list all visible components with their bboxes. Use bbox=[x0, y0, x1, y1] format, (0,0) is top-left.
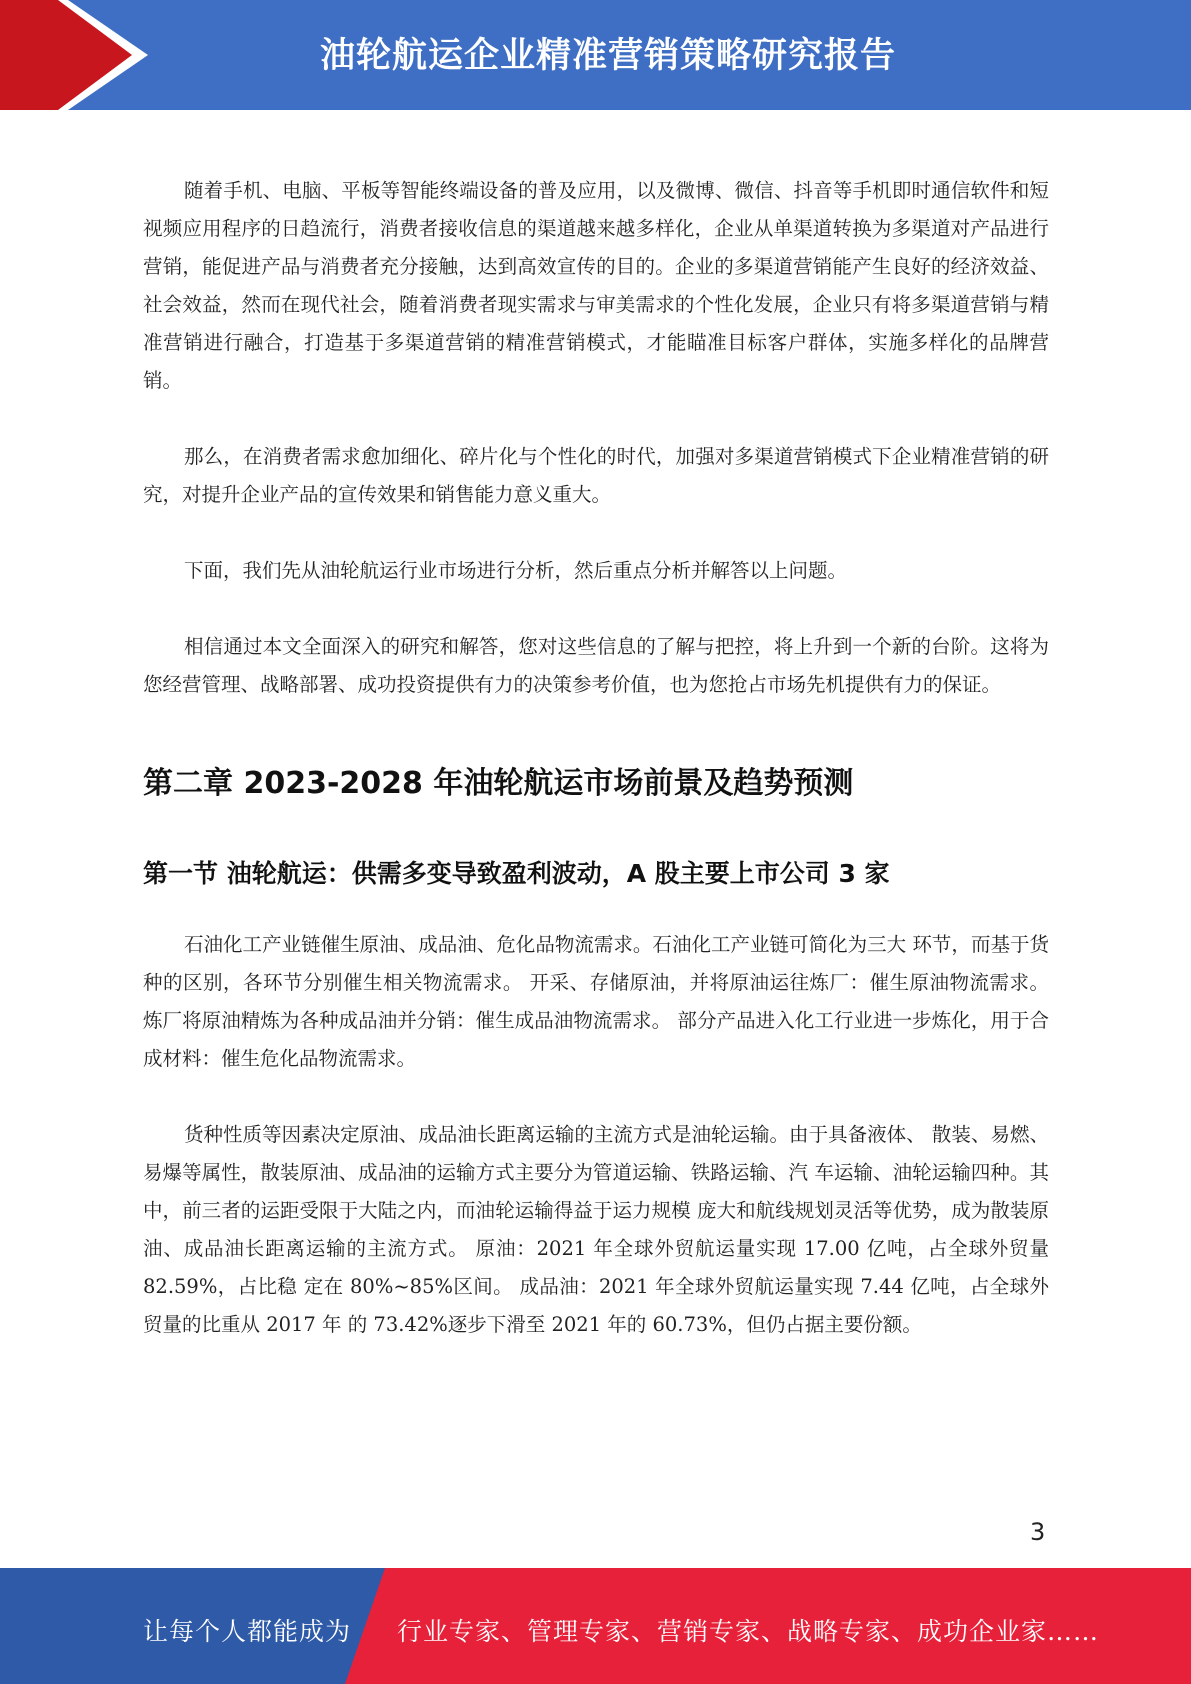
intro-paragraph-4: 相信通过本文全面深入的研究和解答，您对这些信息的了解与把控，将上升到一个新的台阶。这将为您经营管理、战略部署、成功投资提供有力的决策参考价值，也为您抢占市场先机提供有力的保证。 bbox=[143, 635, 1049, 696]
page-number: 3 bbox=[1030, 1518, 1046, 1546]
main-content bbox=[143, 172, 1049, 1382]
intro-paragraph-1: 随着手机、电脑、平板等智能终端设备的普及应用，以及微博、微信、抖音等手机即时通信软件和短视频应用程序的日趋流行，消费者接收信息的渠道越来越多样化，企业从单渠道转换为多渠道对产品进行营销，能促进产品与消费者充分接触，达到高效宣传的目的。企业的多渠道营销能产生良好的经济效益、社会效益，然而在现代社会，随着消费者现实需求与审美需求的个性化发展，企业只有将多渠道营销与精准营销进行融合，打造基于多渠道营销的精准营销模式，才能瞄准目标客户群体，实施多样化的品牌营销。 bbox=[143, 179, 1049, 392]
section-heading: 第一节 油轮航运：供需多变导致盈利波动，A 股主要上市公司 3 家 bbox=[143, 859, 890, 888]
footer-slogan-right: 行业专家、管理专家、营销专家、战略专家、成功企业家…… bbox=[397, 1617, 1100, 1646]
footer-slogan-left: 让每个人都能成为 bbox=[143, 1617, 352, 1646]
chapter-heading: 第二章 2023-2028 年油轮航运市场前景及趋势预测 bbox=[143, 766, 854, 801]
section-paragraph-1: 石油化工产业链催生原油、成品油、危化品物流需求。石油化工产业链可简化为三大 环节，而基于货种的区别，各环节分别催生相关物流需求。 开采、存储原油，并将原油运往炼厂：催生原油物流需求。 炼厂将原油精炼为各种成品油并分销：催生成品油物流需求。 部分产品进入化工行业进一步炼化，用于合成材料：催生危化品物流需求。 bbox=[143, 933, 1049, 1070]
intro-paragraph-2: 那么，在消费者需求愈加细化、碎片化与个性化的时代，加强对多渠道营销模式下企业精准营销的研究，对提升企业产品的宣传效果和销售能力意义重大。 bbox=[143, 445, 1049, 506]
report-title: 油轮航运企业精准营销策略研究报告 bbox=[320, 36, 897, 76]
intro-paragraph-3: 下面，我们先从油轮航运行业市场进行分析，然后重点分析并解答以上问题。 bbox=[184, 559, 848, 582]
header-band bbox=[0, 0, 1191, 110]
section-paragraph-2: 货种性质等因素决定原油、成品油长距离运输的主流方式是油轮运输。由于具备液体、 散装、易燃、易爆等属性，散装原油、成品油的运输方式主要分为管道运输、铁路运输、汽 车运输、油轮运输四种。其中，前三者的运距受限于大陆之内，而油轮运输得益于运力规模 庞大和航线规划灵活等优势，成为散装原油、成品油长距离运输的主流方式。 原油：2021 年全球外贸航运量实现 17.00 亿吨，占全球外贸量 82.59%，占比稳 定在 80%~85%区间。 成品油：2021 年全球外贸航运量实现 7.44 亿吨，占全球外贸量的比重从 2017 年 的 73.42%逐步下滑至 2021 年的 60.73%，但仍占据主要份额。 bbox=[143, 1123, 1049, 1336]
header-red-chevron bbox=[0, 0, 150, 110]
footer-band bbox=[0, 1568, 1191, 1684]
